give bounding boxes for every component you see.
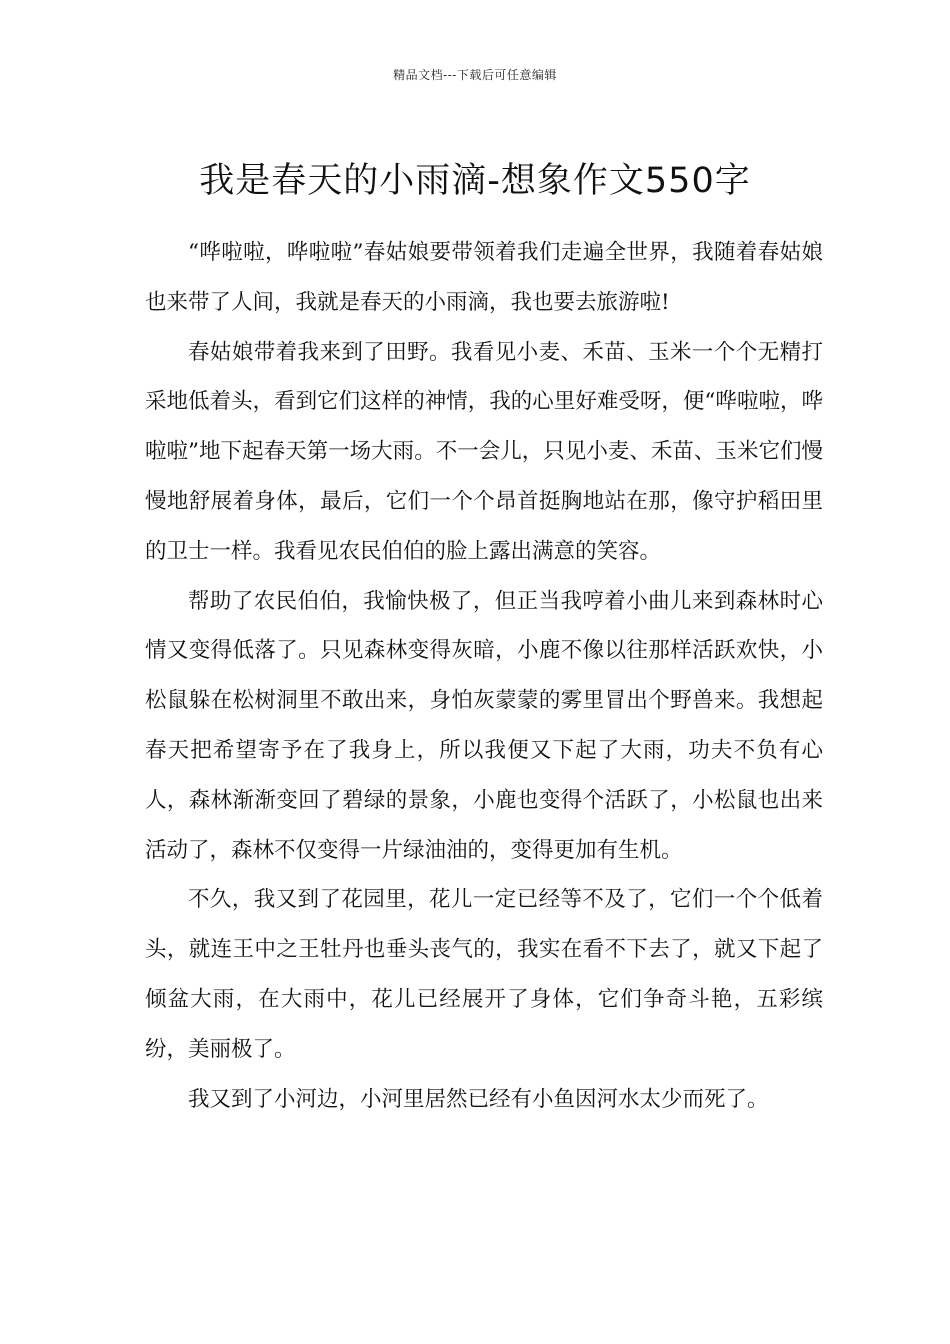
- paragraph: 不久，我又到了花园里，花儿一定已经等不及了，它们一个个低着头，就连王中之王牡丹也垂头丧气的，我实在看不下去了，就又下起了倾盆大雨，在大雨中，花儿已经展开了身体，它们争奇斗艳，五彩缤纷，美丽极了。: [145, 887, 823, 1062]
- article-body: [145, 228, 823, 1124]
- paragraph: 帮助了农民伯伯，我愉快极了，但正当我哼着小曲儿来到森林时心情又变得低落了。只见森林变得灰暗，小鹿不像以往那样活跃欢快，小松鼠躲在松树洞里不敢出来，身怕灰蒙蒙的雾里冒出个野兽来。我想起春天把希望寄予在了我身上，所以我便又下起了大雨，功夫不负有心人，森林渐渐变回了碧绿的景象，小鹿也变得个活跃了，小松鼠也出来活动了，森林不仅变得一片绿油油的，变得更加有生机。: [145, 588, 823, 863]
- header-note: 精品文档---下载后可任意编辑: [393, 68, 557, 82]
- paragraph: 春姑娘带着我来到了田野。我看见小麦、禾苗、玉米一个个无精打采地低着头，看到它们这样的神情，我的心里好难受呀，便“哗啦啦，哗啦啦”地下起春天第一场大雨。不一会儿，只见小麦、禾苗、玉米它们慢慢地舒展着身体，最后，它们一个个昂首挺胸地站在那，像守护稻田里的卫士一样。我看见农民伯伯的脸上露出满意的笑容。: [145, 339, 823, 564]
- paragraph: 我又到了小河边，小河里居然已经有小鱼因河水太少而死了。: [188, 1086, 769, 1112]
- paragraph: “哗啦啦，哗啦啦”春姑娘要带领着我们走遍全世界，我随着春姑娘也来带了人间，我就是春天的小雨滴，我也要去旅游啦!: [145, 240, 823, 315]
- page-title: 我是春天的小雨滴-想象作文550字: [199, 161, 751, 202]
